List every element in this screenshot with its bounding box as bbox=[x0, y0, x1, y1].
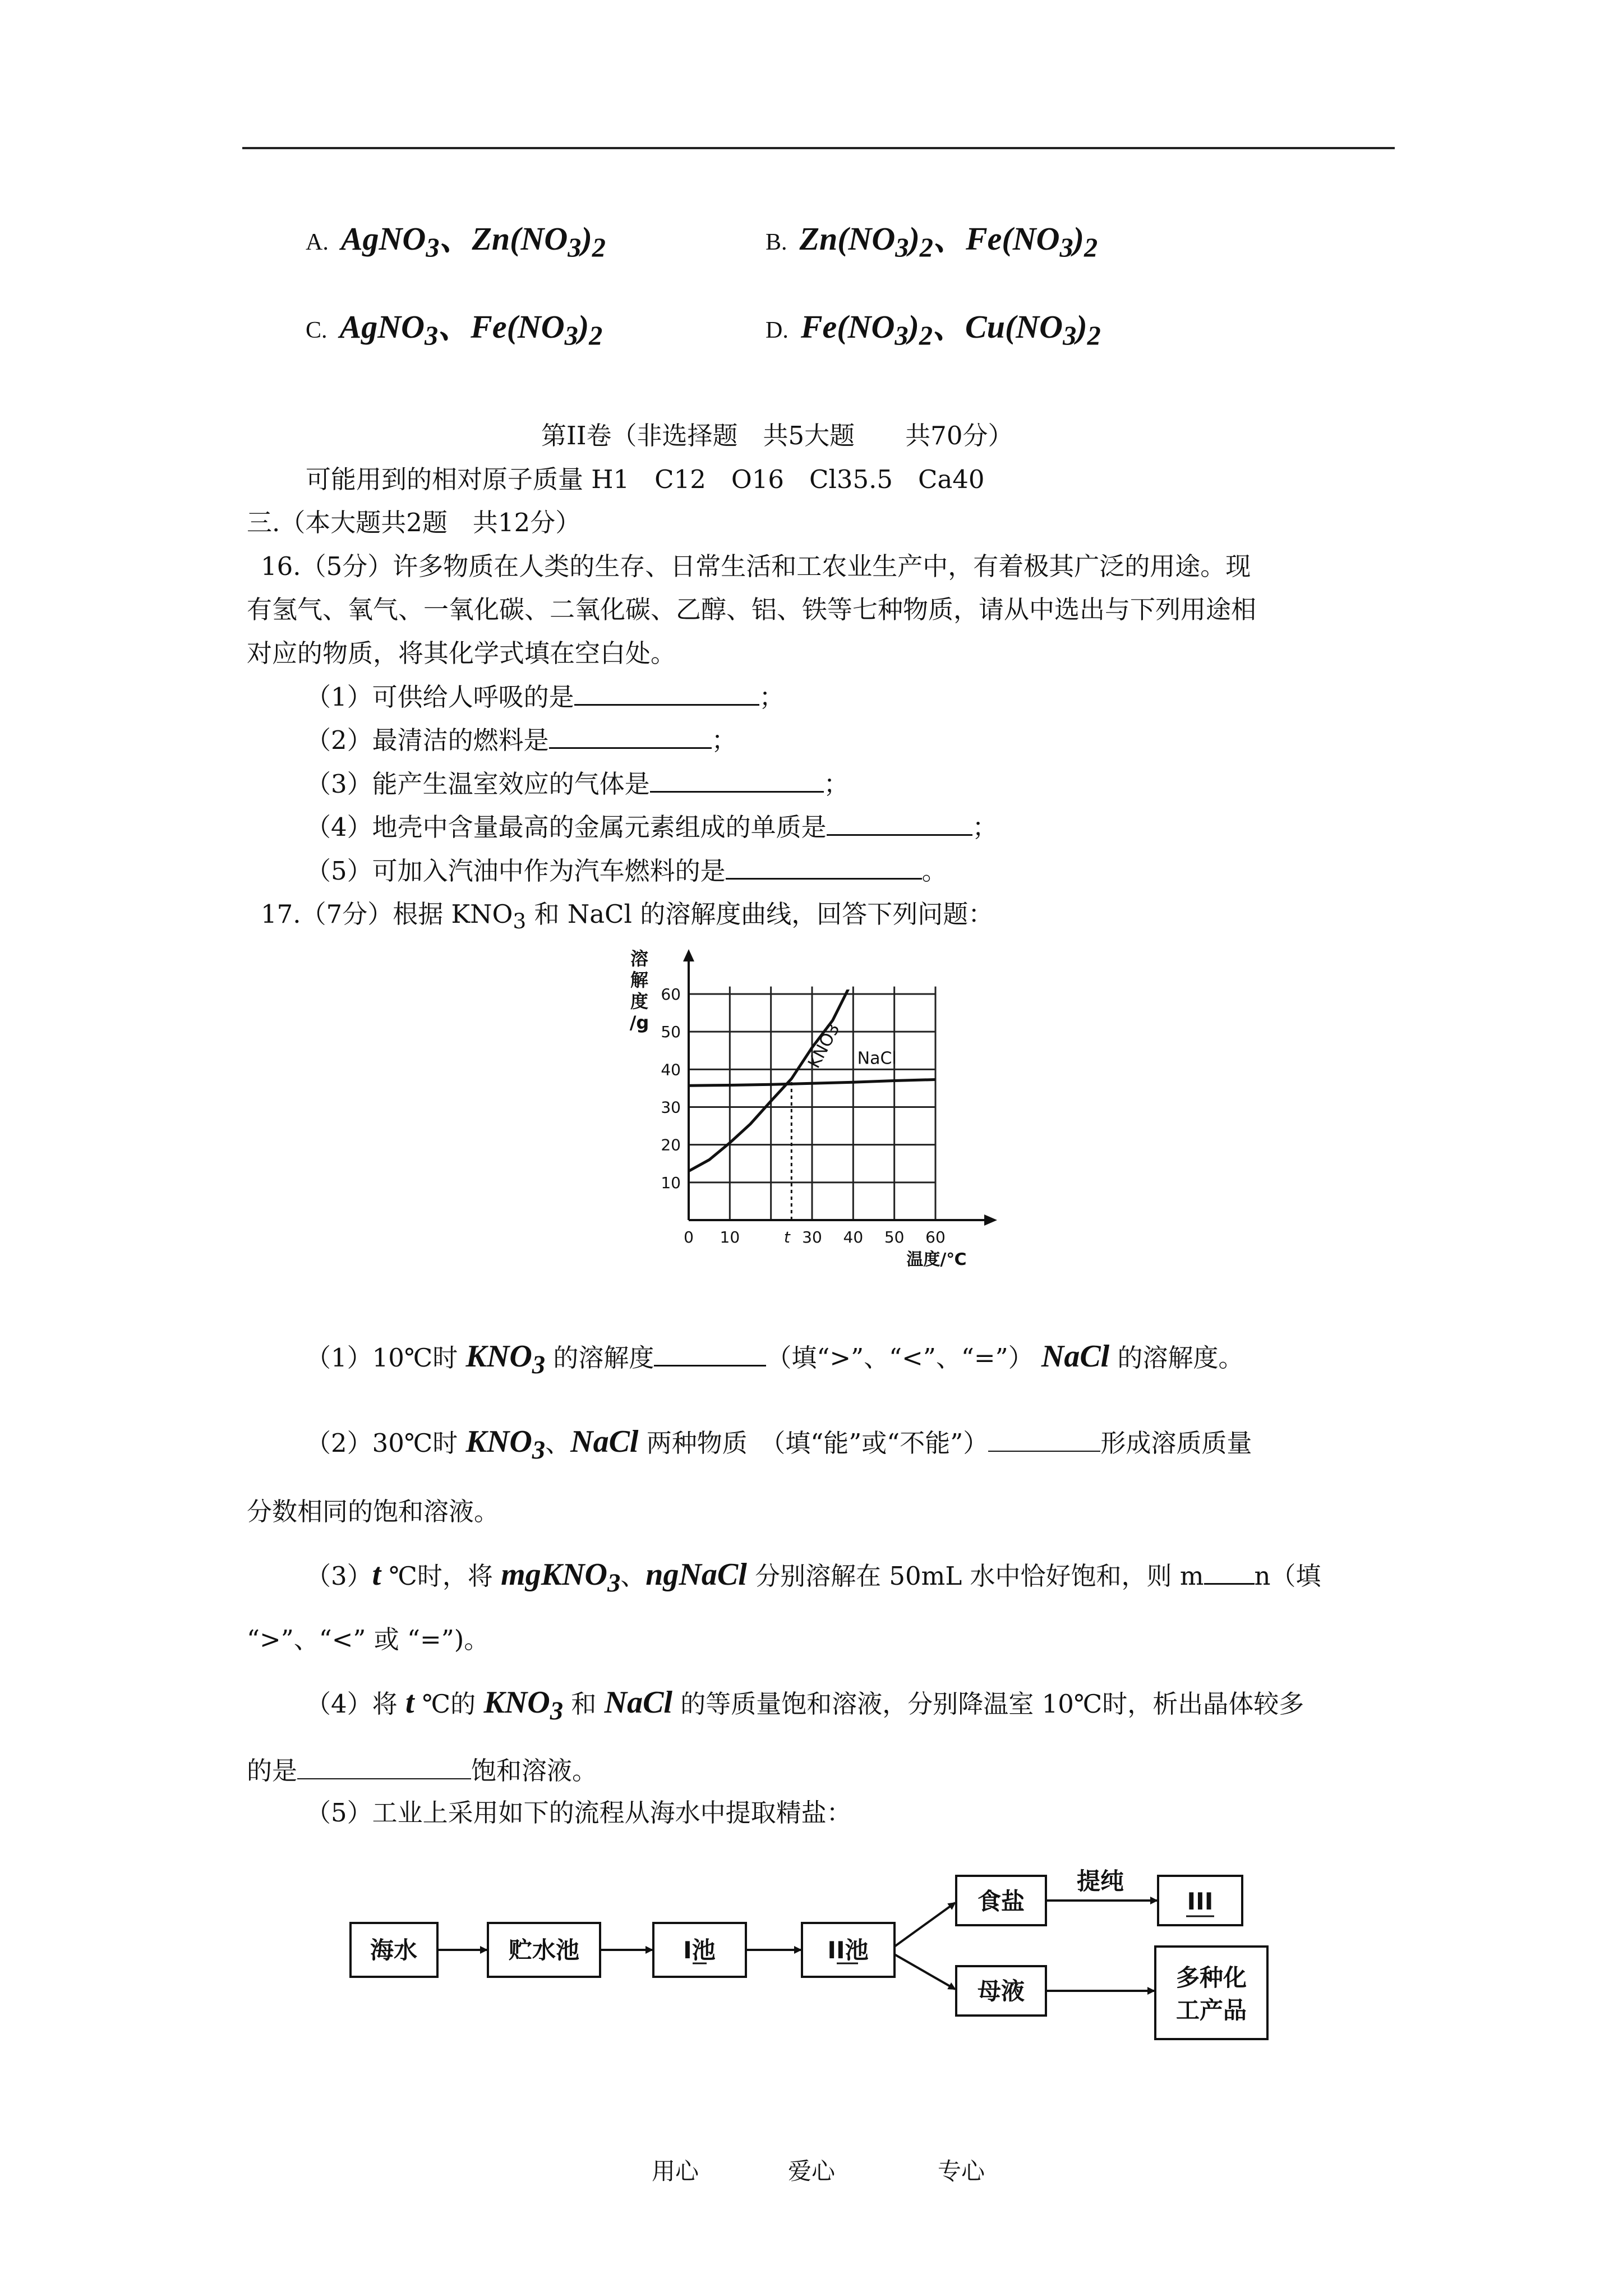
series-label-kno3: KNO3 bbox=[804, 1020, 844, 1072]
q17-part3-cont: “>”、“<” 或 “=”)。 bbox=[247, 1625, 490, 1654]
part-heading: 三.（本大题共2题 共12分） bbox=[247, 508, 581, 537]
y-tick-label: 60 bbox=[661, 985, 681, 1004]
label-mother-liquor: 母液 bbox=[977, 1977, 1025, 2005]
answer-blank[interactable] bbox=[574, 682, 759, 706]
footer-b: 爱心 bbox=[788, 2157, 836, 2185]
footer-c: 专心 bbox=[938, 2157, 985, 2185]
y-axis-label: 解 bbox=[630, 969, 649, 991]
label-seawater: 海水 bbox=[370, 1936, 418, 1964]
y-tick-label: 20 bbox=[661, 1135, 681, 1154]
arrow bbox=[895, 1954, 955, 1989]
chart-plot bbox=[630, 942, 997, 1269]
q16-item-5: （5）可加入汽油中作为汽车燃料的是 。 bbox=[306, 856, 947, 886]
label-salt: 食盐 bbox=[977, 1888, 1025, 1915]
q17-part4-cont: 的是 饱和溶液。 bbox=[247, 1756, 598, 1786]
q17-part4: （4）将 t ℃的 $KNO_3$ 和 NaCl 的等质量饱和溶液，分别降温室 10℃时，析出晶体较多 bbox=[306, 1685, 1304, 1726]
y-axis-label: 溶 bbox=[630, 948, 649, 969]
series-label-nacl: NaCl bbox=[857, 1048, 897, 1069]
x-axis-label: 温度/℃ bbox=[906, 1250, 967, 1269]
salt-process-diagram bbox=[336, 1862, 1301, 2047]
q16-item-4: （4）地壳中含量最高的金属元素组成的单质是 ； bbox=[306, 812, 998, 842]
label-pool-1: I池 bbox=[683, 1936, 716, 1964]
y-axis-label: 度 bbox=[630, 991, 649, 1012]
option-b-formula: $Zn(NO_3)_2$、$Fe(NO_3)_2$ bbox=[799, 220, 1098, 263]
arrow bbox=[895, 1903, 955, 1947]
label-purify: 提纯 bbox=[1076, 1867, 1124, 1895]
q17-intro: 17.（7分）根据 $KNO_3$ 和 NaCl 的溶解度曲线，回答下列问题： bbox=[261, 899, 994, 933]
q16-line2: 有氢气、氧气、一氧化碳、二氧化碳、乙醇、铝、铁等七种物质，请从中选出与下列用途相 bbox=[247, 595, 1257, 624]
label-pool-2: II池 bbox=[827, 1936, 869, 1964]
x-tick-label: 0 bbox=[684, 1228, 694, 1246]
answer-blank[interactable] bbox=[827, 812, 972, 836]
q17-part1: （1）10℃时 $KNO_3$ 的溶解度 （填“>”、“<”、“=”） NaCl 的溶解度。 bbox=[306, 1339, 1244, 1380]
option-c: C. AgNO$_3$、$Fe(NO_3)_2$ bbox=[306, 309, 603, 351]
answer-blank[interactable] bbox=[549, 725, 712, 749]
y-tick-label: 50 bbox=[661, 1023, 681, 1042]
y-axis-label: /g bbox=[629, 1012, 649, 1033]
label-reservoir: 贮水池 bbox=[508, 1936, 580, 1964]
x-tick-label: 60 bbox=[925, 1228, 946, 1246]
option-d: D. $Fe(NO_3)_2$、$Cu(NO_3)_2$ bbox=[766, 309, 1101, 351]
x-tick-label: 40 bbox=[843, 1228, 864, 1246]
label-product-3: III bbox=[1187, 1888, 1214, 1915]
x-tick-label: t bbox=[783, 1228, 790, 1246]
x-axis-arrow bbox=[984, 1214, 997, 1226]
box-chemical-products bbox=[1155, 1947, 1267, 2039]
y-tick-label: 40 bbox=[661, 1060, 681, 1079]
q16-item-1: （1）可供给人呼吸的是 ； bbox=[306, 682, 785, 712]
option-a: A. AgNO$_3$、$Zn(NO_3)_2$ bbox=[306, 220, 606, 263]
q16-item-2: （2）最清洁的燃料是 ； bbox=[306, 725, 737, 755]
label-chemical-2: 工产品 bbox=[1175, 1996, 1247, 2024]
header-rule bbox=[242, 147, 1395, 149]
y-tick-label: 10 bbox=[661, 1173, 681, 1192]
x-tick-label: 50 bbox=[884, 1228, 905, 1246]
option-b: B. $Zn(NO_3)_2$、$Fe(NO_3)_2$ bbox=[766, 220, 1098, 263]
q17-part3: （3）t ℃时，将 mgKNO$_3$、ngNaCl 分别溶解在 50mL 水中恰好饱和，则 m n（填 bbox=[306, 1557, 1321, 1598]
answer-blank[interactable] bbox=[650, 769, 824, 793]
series-line-kno3 bbox=[689, 942, 874, 1171]
solubility-chart bbox=[623, 942, 1004, 1290]
y-tick-label: 30 bbox=[661, 1098, 681, 1117]
q17-part2: （2）30℃时 $KNO_3$、NaCl 两种物质 （填“能”或“不能”） 形成溶质质量 bbox=[306, 1424, 1252, 1465]
footer-a: 用心 bbox=[652, 2157, 699, 2185]
atomic-masses: 可能用到的相对原子质量 H1 C12 O16 Cl35.5 Ca40 bbox=[306, 464, 985, 494]
q17-part5: （5）工业上采用如下的流程从海水中提取精盐： bbox=[306, 1798, 852, 1828]
x-tick-label: 10 bbox=[720, 1228, 740, 1246]
option-c-formula: AgNO$_3$、$Fe(NO_3)_2$ bbox=[339, 309, 603, 351]
section-title: 第II卷（非选择题 共5大题 共70分） bbox=[541, 421, 1013, 450]
q16-item-3: （3）能产生温室效应的气体是 ； bbox=[306, 769, 849, 799]
answer-blank[interactable] bbox=[726, 855, 922, 880]
q16-line3: 对应的物质，将其化学式填在空白处。 bbox=[247, 638, 676, 668]
label-chemical-1: 多种化 bbox=[1175, 1964, 1247, 1991]
q17-part2-cont: 分数相同的饱和溶液。 bbox=[247, 1497, 500, 1526]
y-axis-arrow bbox=[683, 949, 694, 961]
option-d-formula: $Fe(NO_3)_2$、$Cu(NO_3)_2$ bbox=[800, 309, 1101, 351]
option-a-formula: AgNO$_3$、$Zn(NO_3)_2$ bbox=[340, 220, 606, 263]
q16-line1: 16.（5分）许多物质在人类的生存、日常生活和工农业生产中，有着极其广泛的用途。现 bbox=[261, 551, 1251, 581]
x-tick-label: 30 bbox=[802, 1228, 822, 1246]
